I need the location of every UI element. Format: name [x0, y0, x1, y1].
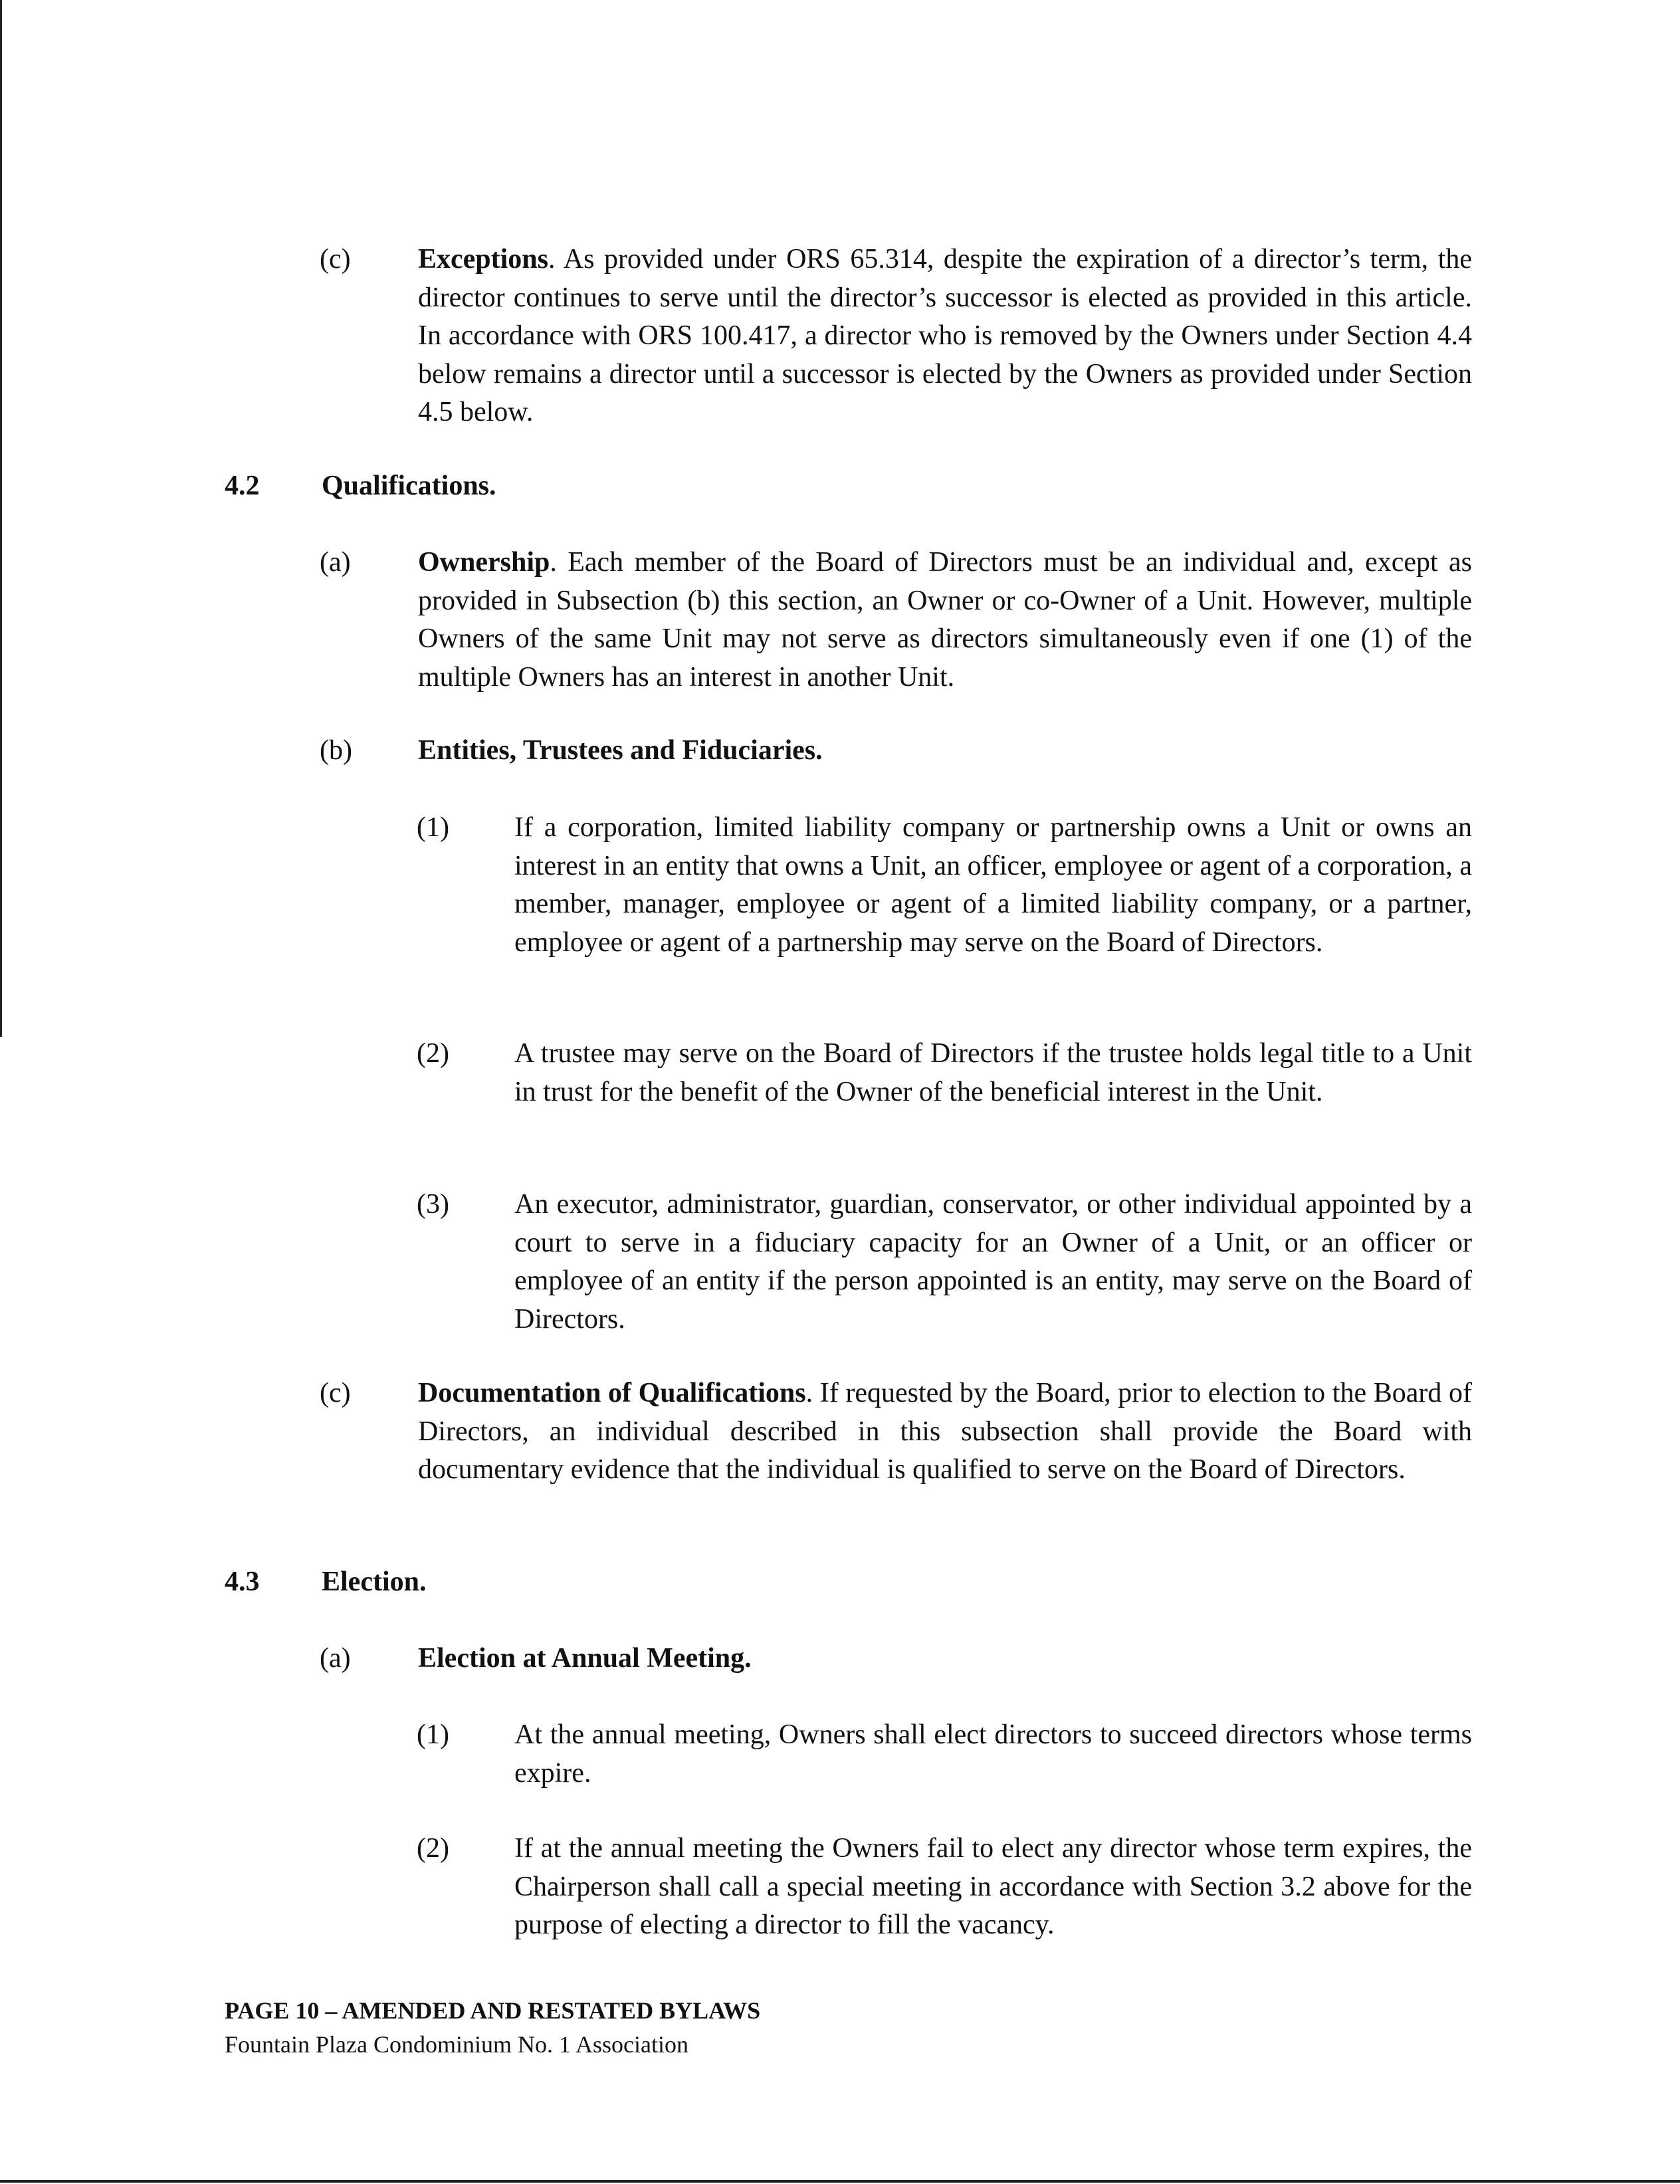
paragraph-title-ownership: Ownership [418, 547, 550, 578]
footer-association-name: Fountain Plaza Condominium No. 1 Association [225, 2031, 688, 2058]
list-item-marker-election-1: (1) [417, 1719, 449, 1750]
paragraph-title-documentation: Documentation of Qualifications [418, 1378, 806, 1408]
paragraph-exceptions [418, 241, 1472, 432]
list-item-marker-election-2: (2) [417, 1833, 449, 1864]
item-marker-4-2-b: (b) [320, 735, 352, 766]
paragraph-text-ownership: . Each member of the Board of Directors must be an individual and, except as provided in Subsection (b) this section, an Owner or co-Owner of a Unit. However, multiple Owners of the same Unit may not serve as directors simultaneously even if one (1) of the multiple Owners has an interest in another Unit. [418, 547, 1472, 693]
item-marker-4-2-a: (a) [320, 547, 351, 578]
item-marker-4-1-c: (c) [320, 244, 351, 274]
paragraph-title-exceptions: Exceptions [418, 244, 549, 274]
paragraph-text-exceptions: . As provided under ORS 65.314, despite the expiration of a director’s term, the director continues to serve until the director’s successor is elected as provided in this article. In accordance with ORS 100.417, a director who is removed by the Owners under Section 4.4 below remains a director until a successor is elected by the Owners as provided under Section 4.5 below. [418, 244, 1472, 427]
list-item-marker-entities-3: (3) [417, 1189, 449, 1220]
paragraph-documentation [418, 1374, 1472, 1489]
paragraph-ownership [418, 544, 1472, 697]
list-item-marker-entities-1: (1) [417, 812, 449, 843]
item-marker-4-2-c: (c) [320, 1378, 351, 1408]
list-item-text-election-1: At the annual meeting, Owners shall elect directors to succeed directors whose terms expire. [514, 1719, 1472, 1789]
list-item-text-entities-3: An executor, administrator, guardian, conservator, or other individual appointed by a court to serve in a fiduciary capacity for an Owner of a Unit, or an officer or employee of an entity if the person appointed is an entity, may serve on the Board of Directors. [514, 1189, 1472, 1335]
section-title-election: Election. [322, 1567, 427, 1597]
list-item-text-entities-2: A trustee may serve on the Board of Directors if the trustee holds legal title to a Unit in trust for the benefit of the Owner of the beneficial interest in the Unit. [514, 1038, 1472, 1107]
subsection-title-entities: Entities, Trustees and Fiduciaries. [418, 735, 823, 766]
page-edge-bottom [0, 2180, 1680, 2183]
list-item-marker-entities-2: (2) [417, 1038, 449, 1069]
section-number-4-3: 4.3 [225, 1567, 260, 1597]
page-edge-left [0, 0, 2, 1037]
section-title-qualifications: Qualifications. [322, 471, 496, 501]
list-item-text-entities-1: If a corporation, limited liability company or partnership owns a Unit or owns an interest in an entity that owns a Unit, an officer, employee or agent of a corporation, a member, manager, employee or agent of a limited liability company, or a partner, employee or agent of a partnership may serve on the Board of Directors. [514, 812, 1472, 958]
paragraph-text-documentation: . If requested by the Board, prior to election to the Board of Directors, an individual described in this subsection shall provide the Board with documentary evidence that the individual is qualified to serve on the Board of Directors. [418, 1378, 1472, 1485]
footer-page-title: PAGE 10 – AMENDED AND RESTATED BYLAWS [225, 1997, 761, 2024]
list-item-text-election-2: If at the annual meeting the Owners fail to elect any director whose term expires, the Chairperson shall call a special meeting in accordance with Section 3.2 above for the purpose of electing a director to fill the vacancy. [514, 1833, 1472, 1940]
section-number-4-2: 4.2 [225, 471, 260, 501]
subsection-title-election-annual: Election at Annual Meeting. [418, 1643, 752, 1674]
item-marker-4-3-a: (a) [320, 1643, 351, 1674]
